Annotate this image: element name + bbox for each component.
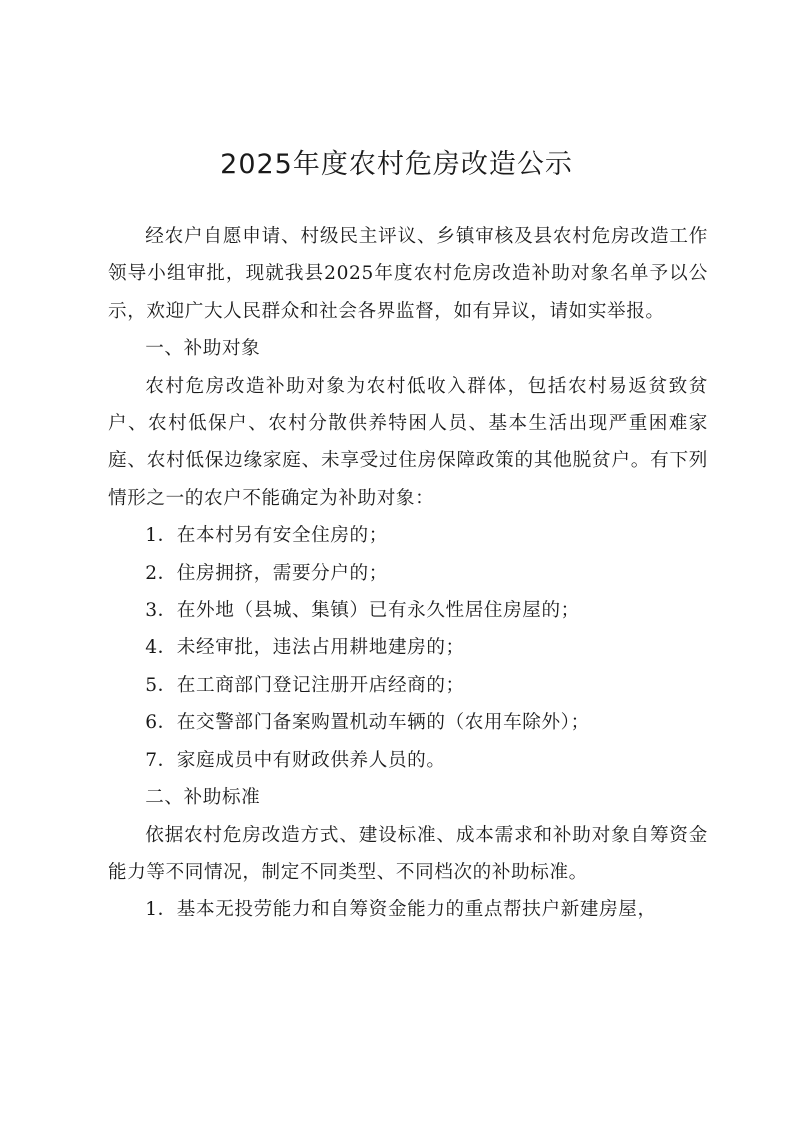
list-item: 4．未经审批，违法占用耕地建房的；: [145, 637, 465, 659]
document-title: 2025年度农村危房改造公示: [220, 149, 573, 180]
section-paragraph-subsidy-targets: 农村危房改造补助对象为农村低收入群体，包括农村易返贫致贫户、农村低保户、农村分散供养特困人员、基本生活出现严重困难家庭、农村低保边缘家庭、未享受过住房保障政策的其他脱贫户。有下列情形之一的农户不能确定为补助对象：: [108, 375, 708, 509]
section-paragraph-subsidy-standard: 依据农村危房改造方式、建设标准、成本需求和补助对象自筹资金能力等不同情况，制定不同类型、不同档次的补助标准。: [108, 824, 708, 883]
list-item: 3．在外地（县城、集镇）已有永久性居住房屋的；: [145, 600, 580, 622]
section-heading-subsidy-targets: 一、补助对象: [145, 338, 261, 360]
list-item: 1．基本无投劳能力和自筹资金能力的重点帮扶户新建房屋，: [145, 899, 657, 921]
list-item: 6．在交警部门备案购置机动车辆的（农用车除外）；: [145, 712, 590, 734]
list-item: 5．在工商部门登记注册开店经商的；: [145, 674, 465, 696]
section-heading-subsidy-standard: 二、补助标准: [145, 787, 261, 809]
intro-paragraph: 经农户自愿申请、村级民主评议、乡镇审核及县农村危房改造工作领导小组审批，现就我县2025年度农村危房改造补助对象名单予以公示，欢迎广大人民群众和社会各界监督，如有异议，请如实举报。: [108, 226, 708, 322]
document-body: [108, 218, 708, 929]
list-item: 7．家庭成员中有财政供养人员的。: [145, 749, 446, 771]
list-item: 1．在本村另有安全住房的；: [145, 525, 388, 547]
list-item: 2．住房拥挤，需要分户的；: [145, 562, 388, 584]
